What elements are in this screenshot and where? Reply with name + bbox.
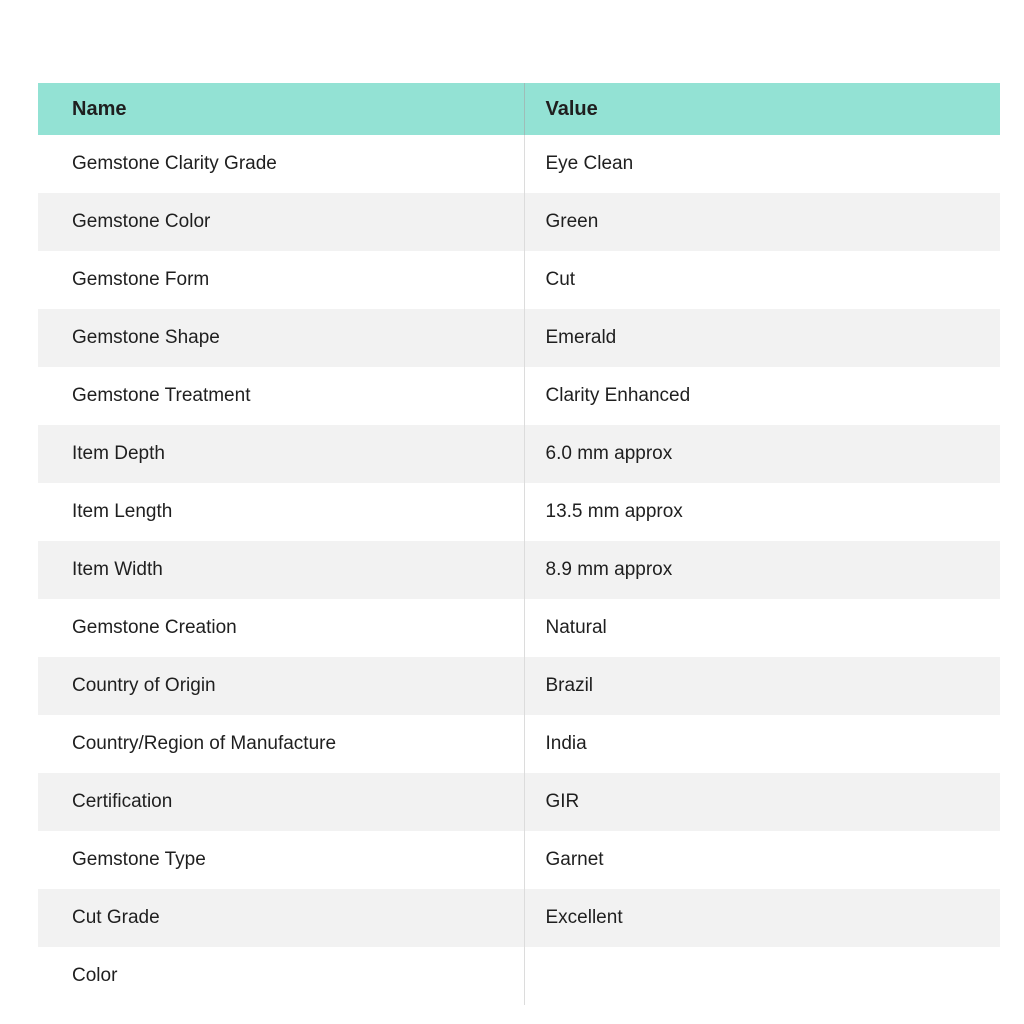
- table-row: [38, 425, 1000, 483]
- spec-name-cell: Gemstone Treatment: [72, 385, 251, 406]
- spec-value-cell: [524, 947, 1000, 1005]
- table-body: [38, 135, 1000, 1005]
- table-row: [38, 947, 1000, 1005]
- spec-name-cell: Country/Region of Manufacture: [72, 733, 337, 754]
- table-row: [38, 715, 1000, 773]
- spec-name-cell: Gemstone Creation: [72, 617, 237, 638]
- table-row: [38, 831, 1000, 889]
- column-header-name: Name: [72, 97, 127, 120]
- spec-value-cell: Garnet: [524, 831, 1000, 889]
- spec-name-cell: Item Width: [72, 559, 163, 580]
- spec-value-cell: Emerald: [524, 309, 1000, 367]
- spec-value-cell: Natural: [524, 599, 1000, 657]
- spec-value-cell: 13.5 mm approx: [524, 483, 1000, 541]
- spec-name-cell: Item Depth: [72, 443, 165, 464]
- table-row: [38, 773, 1000, 831]
- table-row: [38, 309, 1000, 367]
- table-row: [38, 599, 1000, 657]
- spec-value-cell: India: [524, 715, 1000, 773]
- table-row: [38, 193, 1000, 251]
- spec-value-cell: Brazil: [524, 657, 1000, 715]
- spec-value-cell: 8.9 mm approx: [524, 541, 1000, 599]
- spec-value-cell: Excellent: [524, 889, 1000, 947]
- table-row: [38, 483, 1000, 541]
- spec-name-cell: Gemstone Clarity Grade: [72, 153, 277, 174]
- spec-value-cell: 6.0 mm approx: [524, 425, 1000, 483]
- spec-value-cell: Eye Clean: [524, 135, 1000, 193]
- spec-name-cell: Gemstone Color: [72, 211, 211, 232]
- spec-name-cell: Certification: [72, 791, 173, 812]
- spec-name-cell: Gemstone Shape: [72, 327, 220, 348]
- table-row: [38, 889, 1000, 947]
- item-specifics-table: [38, 83, 1000, 1005]
- spec-name-cell: Item Length: [72, 501, 173, 522]
- table-row: [38, 367, 1000, 425]
- spec-name-cell: Cut Grade: [72, 907, 160, 928]
- table-row: [38, 657, 1000, 715]
- table-row: [38, 135, 1000, 193]
- table-row: [38, 541, 1000, 599]
- spec-name-cell: Color: [72, 965, 118, 986]
- spec-value-cell: Clarity Enhanced: [524, 367, 1000, 425]
- spec-value-cell: GIR: [524, 773, 1000, 831]
- table-row: [38, 251, 1000, 309]
- column-header-value: Value: [524, 83, 1000, 135]
- spec-value-cell: Cut: [524, 251, 1000, 309]
- spec-name-cell: Country of Origin: [72, 675, 216, 696]
- spec-name-cell: Gemstone Type: [72, 849, 206, 870]
- spec-value-cell: Green: [524, 193, 1000, 251]
- spec-name-cell: Gemstone Form: [72, 269, 210, 290]
- header-row: [38, 83, 1000, 135]
